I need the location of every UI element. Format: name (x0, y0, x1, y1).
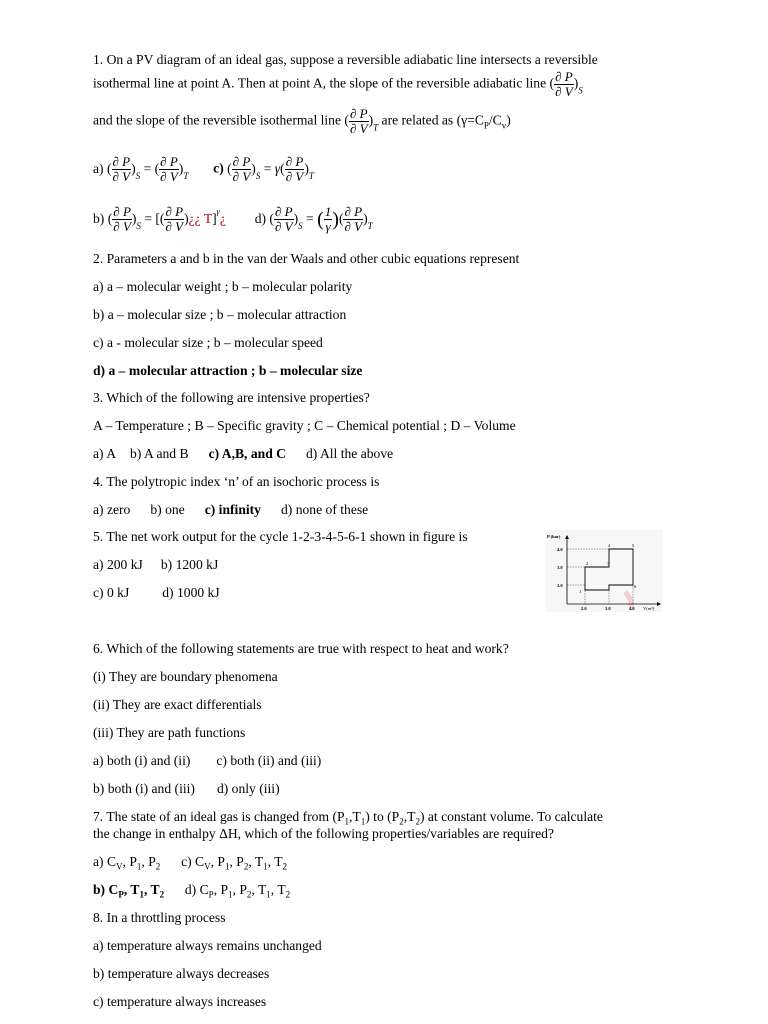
x-axis-label: V(m³) (643, 606, 655, 611)
q7-option-c: c) $C_V$, $P_1$, $P_2$, $T_1$, $T_2$ (181, 854, 288, 872)
q3-option-a: a) A (93, 446, 117, 461)
q6-statement-ii: (ii) They are exact differentials (93, 697, 262, 712)
q5-option-a: a) 200 kJ (93, 557, 143, 572)
q7-options-row1 (93, 853, 287, 876)
q1-options-row1 (93, 155, 314, 185)
q6-option-b: b) both (i) and (iii) (93, 781, 195, 796)
q2-option-d: d) a – molecular attraction ; b – molecular size (93, 363, 363, 378)
q1-option-b: b) ( $\frac{\partial P}{\partial V}$ )$_S$ = [( $\frac{\partial P}{\partial V}$ )¿¿ T]$^\gamma$¿ (93, 204, 226, 235)
x-tick-3: 3.0 (605, 606, 611, 611)
q1-option-d: d) ( $\frac{\partial P}{\partial V}$ )$_S$ = ( $\frac{1}{\gamma}$ )( $\frac{\partial P}{\partial V}$ )$_T$ (254, 204, 373, 235)
q4-options (93, 501, 368, 518)
point-1-label: 1 (579, 589, 582, 594)
q3-option-b: b) A and B (130, 446, 189, 461)
q4-option-d: d) none of these (280, 502, 369, 517)
q4-option-b: b) one (150, 502, 185, 517)
q6-options-row1 (93, 752, 321, 769)
q8-option-b: b) temperature always decreases (93, 966, 270, 981)
point-3-label: 3 (607, 561, 610, 566)
q8-option-c: c) temperature always increases (93, 994, 267, 1009)
q2-option-b: b) a – molecular size ; b – molecular attraction (93, 307, 347, 322)
q4-option-a: a) zero (93, 502, 131, 517)
q5-option-d: d) 1000 kJ (162, 585, 220, 600)
q8-option-a: a) temperature always remains unchanged (93, 938, 322, 953)
q3-property-list: A – Temperature ; B – Specific gravity ; C – Chemical potential ; D – Volume (93, 418, 516, 433)
y-axis-label: P (bar) (547, 534, 561, 539)
q7-text-line2: the change in enthalpy ΔH, which of the following properties/variables are required? (93, 826, 554, 841)
y-tick-3: 3.0 (557, 565, 563, 570)
q4-question: 4. The polytropic index ‘n’ of an isochoric process is (93, 474, 380, 489)
q5-option-c: c) 0 kJ (93, 585, 130, 600)
x-tick-2: 2.0 (581, 606, 587, 611)
q5-option-b: b) 1200 kJ (160, 557, 219, 572)
q1-text-line1: 1. On a PV diagram of an ideal gas, suppose a reversible adiabatic line intersects a reversible (93, 52, 598, 67)
q1-text-line2: isothermal line at point A. Then at point A, the slope of the reversible adiabatic line ( $\frac{\partial P}{\partial V}$ )$_S$ (93, 69, 583, 99)
x-tick-4: 4.0 (629, 606, 635, 611)
q7-text-line1: 7. The state of an ideal gas is changed from $(P_1,T_1)$ to $(P_2,T_2)$ at constant volume. To calculate (93, 809, 603, 827)
q1-options-row2 (93, 203, 373, 235)
q1-option-c: c) ( $\frac{\partial P}{\partial V}$ )$_S = \gamma$( $\frac{\partial P}{\partial V}$ )$_T$ (213, 154, 314, 184)
figure-background (545, 530, 663, 612)
q1-text-line3: and the slope of the reversible isothermal line ( $\frac{\partial P}{\partial V}$ )$_T$ are related as $(\gamma=C_P/C_v)$ (93, 106, 511, 136)
y-tick-2: 2.0 (557, 583, 563, 588)
q6-statement-iii: (iii) They are path functions (93, 725, 246, 740)
q5-pv-cycle-figure (545, 530, 663, 612)
q2-option-a: a) a – molecular weight ; b – molecular polarity (93, 279, 353, 294)
q7-options-row2 (93, 881, 290, 904)
q4-option-c: c) infinity (204, 502, 261, 517)
q7-option-d: d) $C_P$, $P_1$, $P_2$, $T_1$, $T_2$ (184, 882, 291, 900)
q7-option-a: a) $C_V$, $P_1$, $P_2$ (93, 854, 161, 872)
q2-question: 2. Parameters a and b in the van der Waals and other cubic equations represent (93, 251, 520, 266)
q6-options-row2 (93, 780, 280, 797)
q7-option-b: b) $C_P$, $T_1$, $T_2$ (93, 882, 165, 900)
q2-option-c: c) a - molecular size ; b – molecular speed (93, 335, 323, 350)
q6-option-a: a) both (i) and (ii) (93, 753, 191, 768)
point-5-label: 5 (632, 543, 635, 548)
q6-question: 6. Which of the following statements are true with respect to heat and work? (93, 641, 509, 656)
q3-option-c: c) A,B, and C (208, 446, 286, 461)
q1-option-a: a) ( $\frac{\partial P}{\partial V}$ )$_S$ = ( $\frac{\partial P}{\partial V}$ )$_T$ (93, 154, 189, 184)
q5-options-row1 (93, 556, 218, 573)
point-4-label: 4 (608, 543, 611, 548)
q6-option-c: c) both (ii) and (iii) (216, 753, 322, 768)
q8-question: 8. In a throttling process (93, 910, 226, 925)
point-2-label: 2 (586, 561, 589, 566)
q5-question: 5. The net work output for the cycle 1-2-3-4-5-6-1 shown in figure is (93, 529, 468, 544)
q3-options (93, 445, 393, 462)
q6-option-d: d) only (iii) (216, 781, 280, 796)
q3-question: 3. Which of the following are intensive properties? (93, 390, 370, 405)
q3-option-d: d) All the above (305, 446, 394, 461)
q6-statement-i: (i) They are boundary phenomena (93, 669, 278, 684)
q5-options-row2 (93, 584, 220, 601)
point-6-label: 6 (634, 584, 637, 589)
y-tick-4: 4.0 (557, 547, 563, 552)
